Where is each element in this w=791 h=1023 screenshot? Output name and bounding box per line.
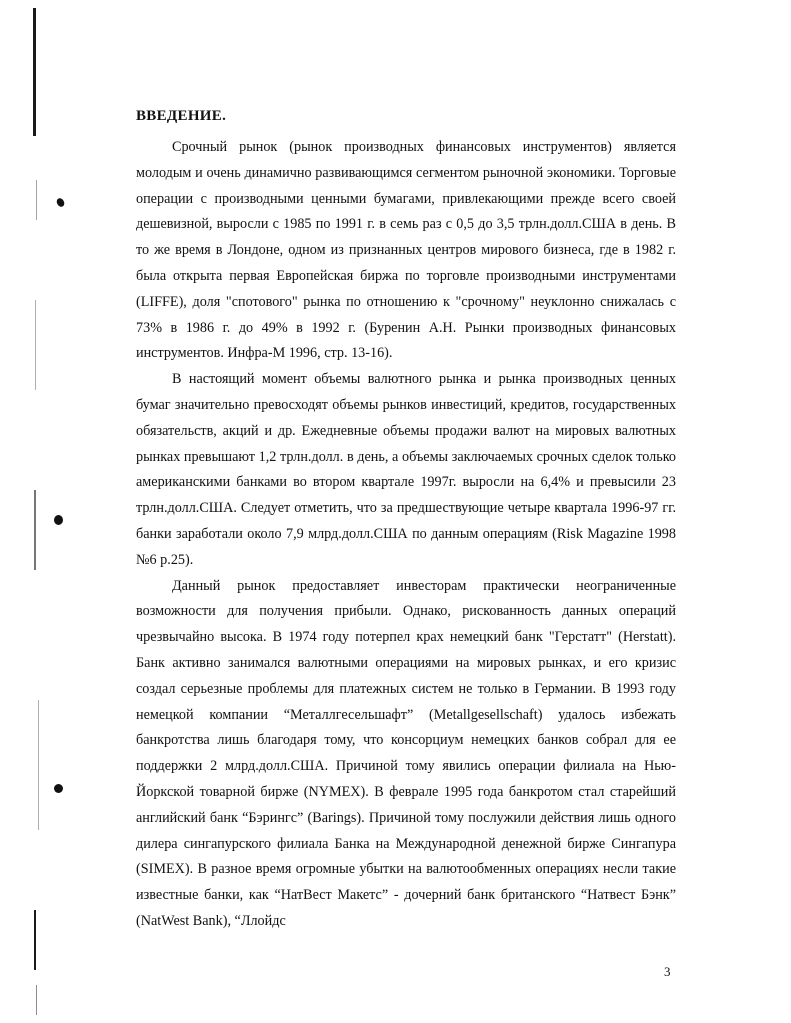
document-body	[136, 103, 676, 935]
scan-edge-mark	[33, 8, 36, 136]
scan-dot	[54, 784, 63, 793]
paragraph-1: Срочный рынок (рынок производных финансовых инструментов) является молодым и очень динамично развивающимся сегментом рыночной экономики. Торговые операции с производными ценными бумагами, привлекающими прежде всего своей дешевизной, выросли с 1985 по 1991 г. в семь раз с 0,5 до 3,5 трлн.долл.США в день. В то же время в Лондоне, одном из признанных центров мирового бизнеса, где в 1982 г. была открыта первая Европейская биржа по торговле производными инструментами (LIFFE), доля "спотового" рынка по отношению к "срочному" неуклонно снижалась с 73% в 1986 г. до 49% в 1992 г. (Буренин А.Н. Рынки производных финансовых инструментов. Инфра-М 1996, стр. 13-16).	[136, 139, 676, 362]
scan-edge-mark	[36, 985, 37, 1015]
scan-dot	[55, 197, 66, 208]
scan-dot	[54, 515, 63, 525]
scan-edge-mark	[36, 180, 37, 220]
scan-edge-mark	[35, 300, 36, 390]
scan-edge-mark	[38, 700, 39, 830]
scan-edge-mark	[34, 910, 36, 970]
paragraph-2: В настоящий момент объемы валютного рынка и рынка производных ценных бумаг значительно превосходят объемы рынков инвестиций, кредитов, государственных обязательств, акций и др. Ежедневные объемы продажи валют на мировых валютных рынках превышают 1,2 трлн.долл. в день, а объемы заключаемых срочных сделок только американскими банками во втором квартале 1997г. выросли на 6,4% и превысили 23 трлн.долл.США. Следует отметить, что за предшествующие четыре квартала 1996-97 гг. банки заработали около 7,9 млрд.долл.США по данным операциям (Risk Magazine 1998 №6 p.25).	[136, 371, 676, 568]
page-number: 3	[664, 964, 671, 979]
scan-edge-mark	[34, 490, 36, 570]
section-heading: ВВЕДЕНИЕ.	[136, 108, 227, 124]
paragraph-3: Данный рынок предоставляет инвесторам практически неограниченные возможности для получения прибыли. Однако, рискованность данных операций чрезвычайно высока. В 1974 году потерпел крах немецкий банк "Герстатт" (Herstatt). Банк активно занимался валютными операциями на мировых рынках, и его кризис создал серьезные проблемы для платежных систем не только в Германии. В 1993 году немецкой компании “Металлгесельшафт” (Metallgesellschaft) удалось избежать банкротства лишь благодаря тому, что консорциум немецких банков собрал для ее поддержки 2 млрд.долл.США. Причиной тому явились операции филиала на Нью-Йоркской товарной бирже (NYMEX). В феврале 1995 года банкротом стал старейший английский банк “Бэрингс” (Barings). Причиной тому послужили действия лишь одного дилера сингапурского филиала Банка на Международной денежной бирже Сингапура (SIMEX). В разное время огромные убытки на валютообменных операциях несли такие известные банки, как “НатВест Макетс” - дочерний банк британского “Натвест Бэнк” (NatWest Bank), “Ллойдс	[136, 577, 676, 929]
